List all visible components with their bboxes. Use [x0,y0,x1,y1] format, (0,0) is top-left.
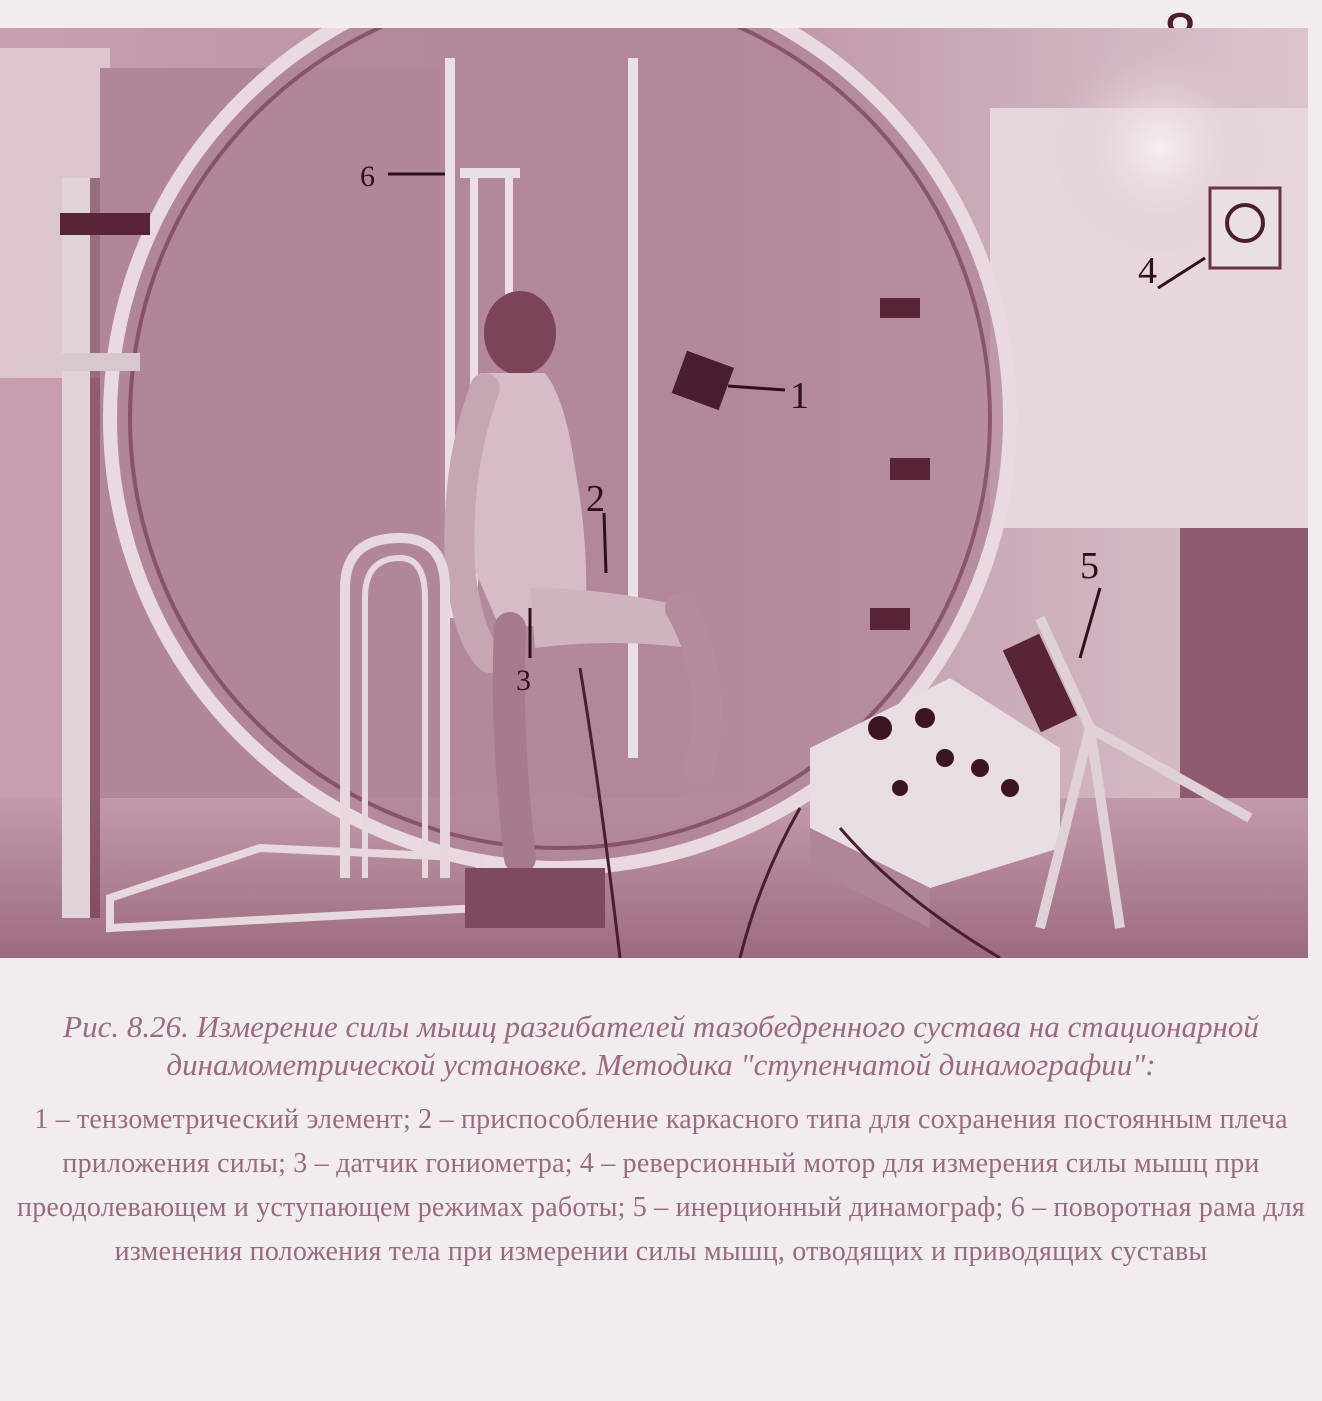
photo-illustration [0,28,1308,958]
ring-clamp [870,608,910,630]
callout-2: 2 [586,478,605,520]
caption-title: Рис. 8.26. Измерение силы мышц разгибателей тазобедренного сустава на стационарной динамометрической установке. Методика "ступенчатой динамографии": [63,1009,1259,1082]
figure-photo [0,28,1308,958]
foot-platform [465,868,605,928]
callout-3: 3 [516,664,531,697]
ring-clamp [20,353,140,371]
control-knob [1001,779,1019,797]
caption-legend: 1 – тензометрический элемент; 2 – приспособление каркасного типа для сохранения постоянным плеча приложения силы; 3 – датчик гониометра; 4 – реверсионный мотор для измерения силы мышц при преодолевающем и уступающем режимах работы; 5 – инерционный динамограф; 6 – поворотная рама для изменения положения тела при измерении силы мышц, отводящих и приводящих суставы [17,1104,1305,1267]
callout-4: 4 [1138,250,1157,292]
control-knob [915,708,935,728]
callout-6: 6 [360,160,375,193]
callout-1: 1 [790,375,809,417]
control-knob [936,749,954,767]
person-head [484,291,556,375]
arrow-2 [604,513,606,573]
left-post-shadow [90,178,100,918]
control-knob [971,759,989,777]
callout-5: 5 [1080,545,1099,587]
ring-clamp [890,458,930,480]
reversing-motor [1210,188,1280,268]
figure-caption [0,1008,1322,1274]
ring-clamp [880,298,920,318]
ring-clamp [60,213,150,235]
frame-vertical-2 [505,173,513,303]
center-pole-right [628,58,638,758]
person-leg-standing [509,628,520,858]
left-post [62,178,90,918]
control-knob [868,716,892,740]
control-knob [892,780,908,796]
